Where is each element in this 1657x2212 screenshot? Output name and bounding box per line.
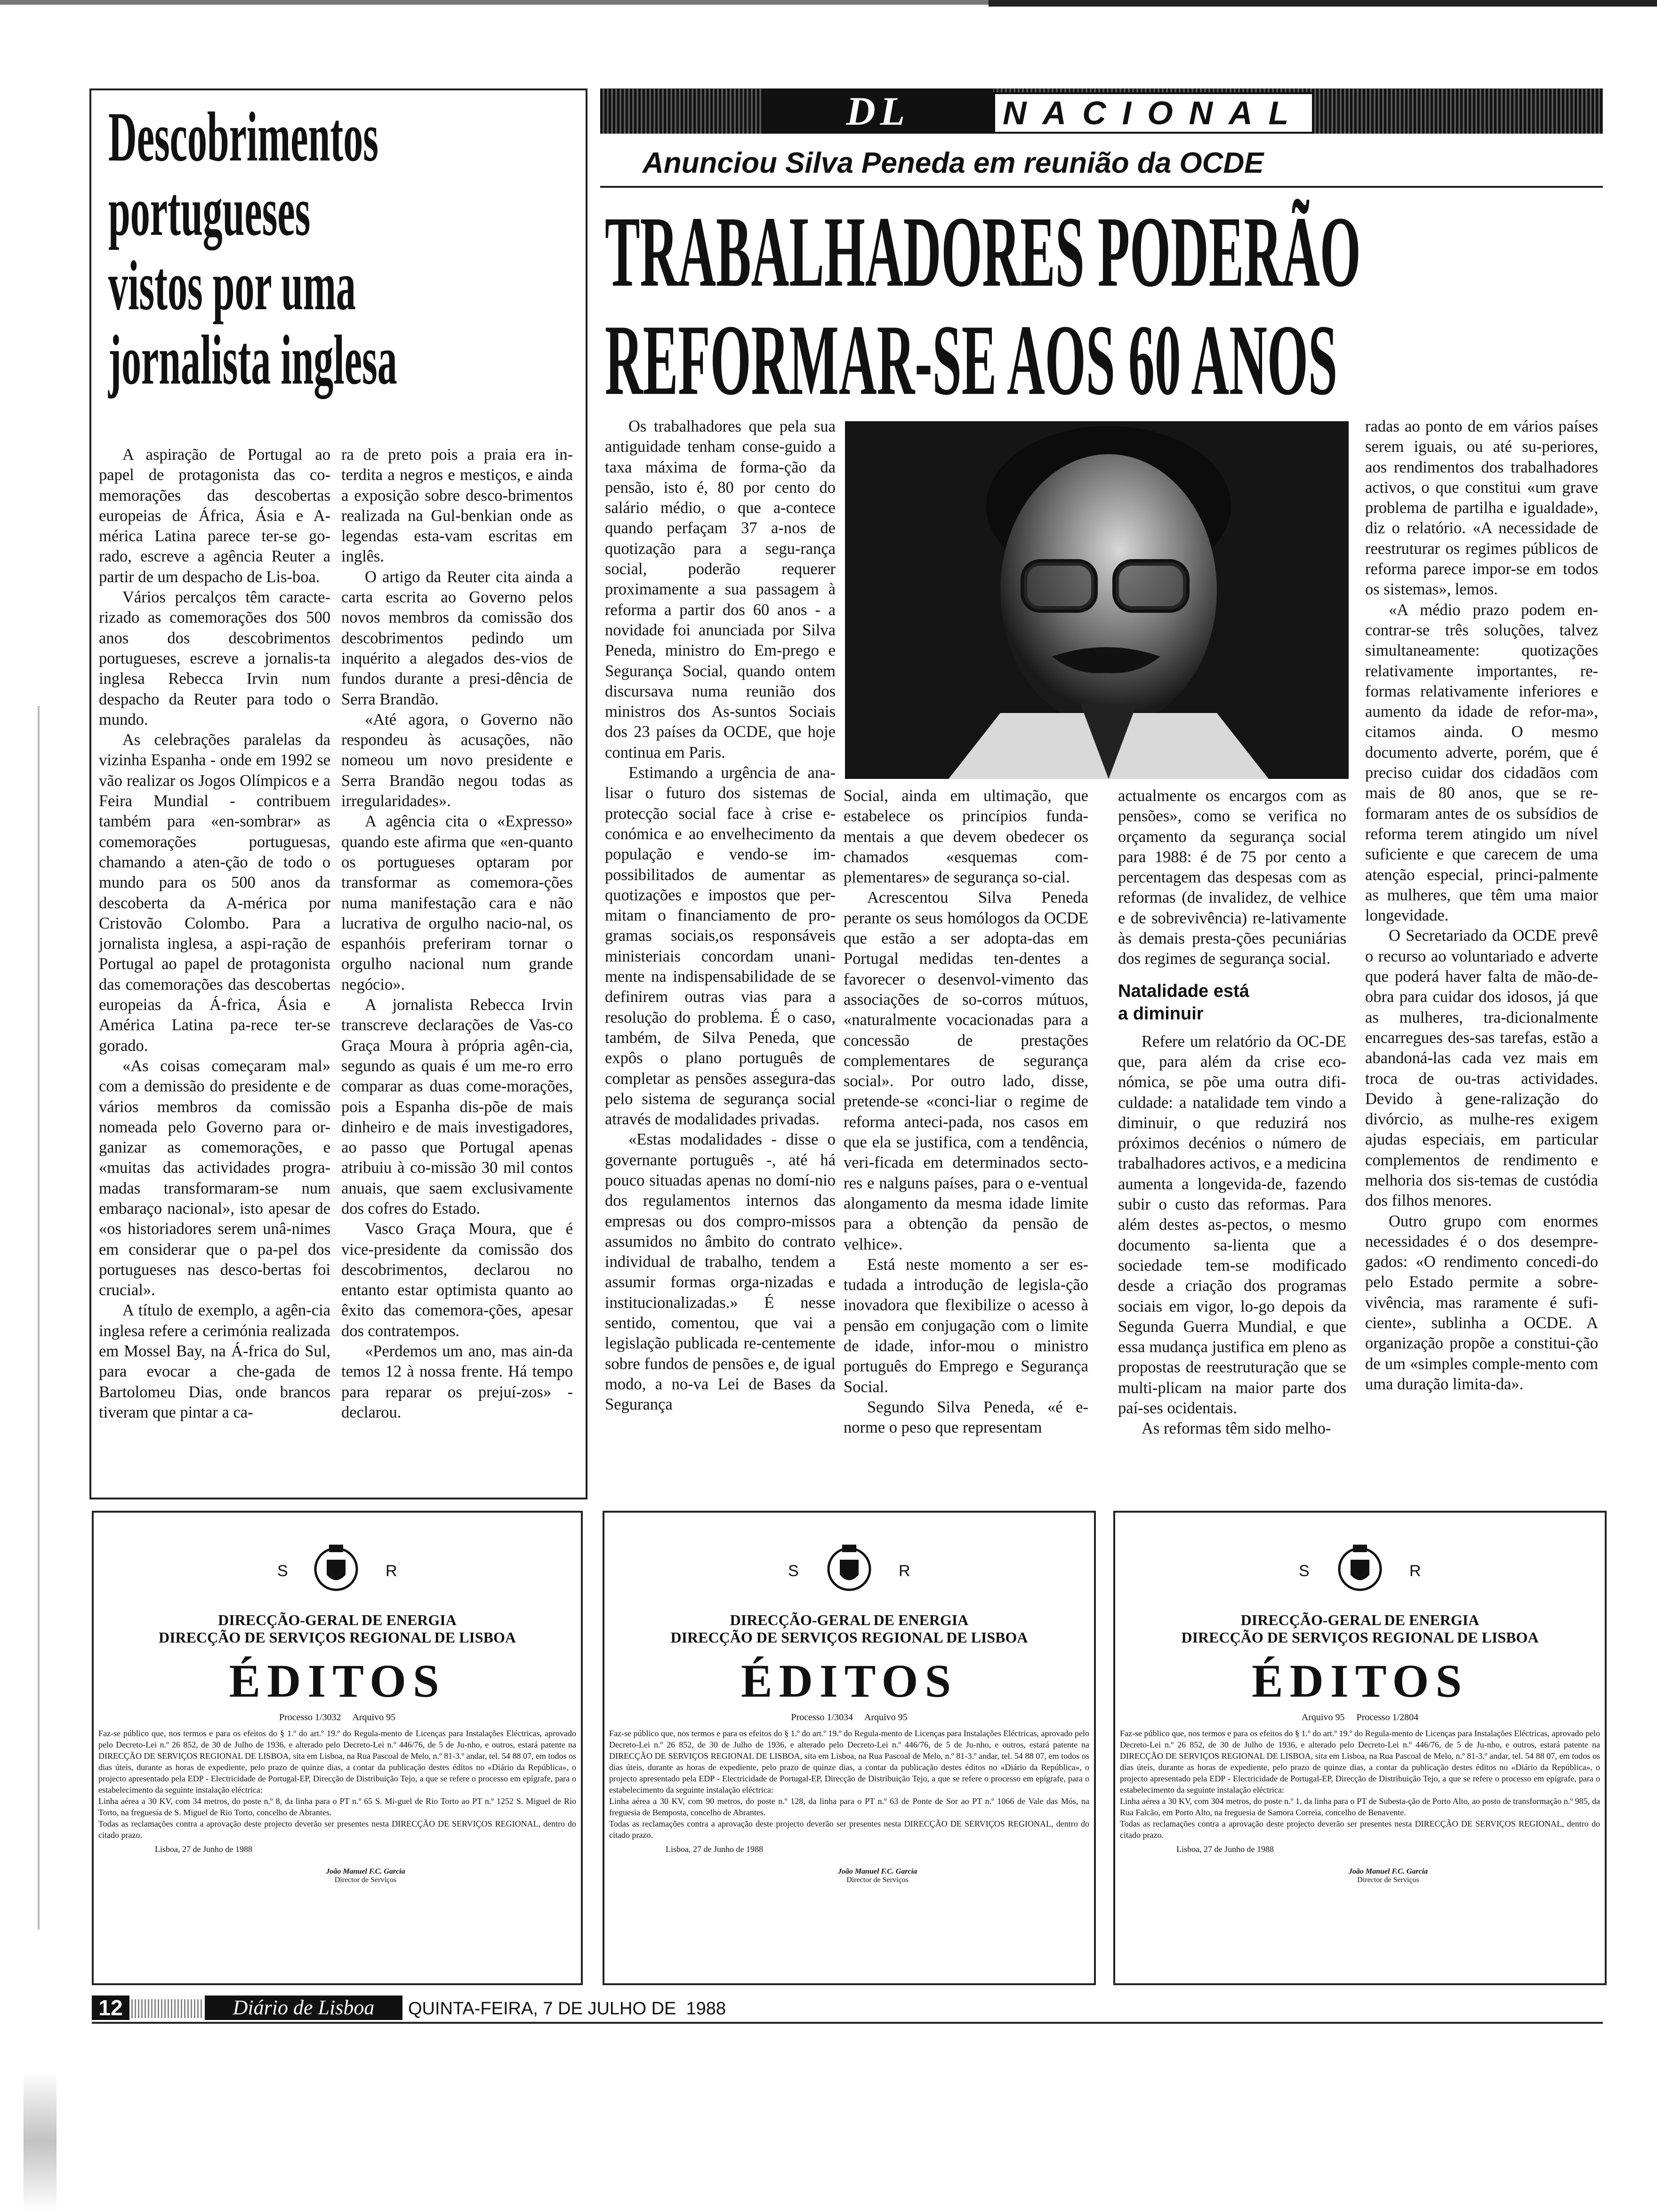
left-article-col1 bbox=[99, 445, 330, 1423]
section-label bbox=[993, 92, 1314, 134]
edital-signer-title: Director de Serviços bbox=[334, 1876, 397, 1884]
main-col3 bbox=[1118, 786, 1346, 1439]
coat-of-arms-row bbox=[94, 1541, 581, 1597]
photo-silva-peneda bbox=[845, 421, 1349, 779]
dl-logo-text: DL bbox=[846, 88, 910, 134]
org-line-1: DIRECÇÃO-GERAL DE ENERGIA bbox=[730, 1611, 969, 1628]
footer-pattern bbox=[131, 1999, 202, 2018]
org-line-1: DIRECÇÃO-GERAL DE ENERGIA bbox=[1240, 1611, 1480, 1628]
edital-date: Lisboa, 27 de Junho de 1988 bbox=[666, 1844, 763, 1854]
subhead: Natalidade está a diminuir bbox=[1118, 981, 1249, 1024]
edital-signer: João Manuel F.C. Garcia bbox=[326, 1867, 405, 1875]
main-headline-line: REFORMAR-SE AOS 60 ANOS bbox=[605, 304, 1338, 416]
left-headline-line: Descobrimentos bbox=[108, 98, 378, 176]
edital-ref: Processo 1/3034 Arquivo 95 bbox=[791, 1712, 908, 1723]
coat-of-arms-row bbox=[1115, 1541, 1605, 1597]
edital-signer-title: Director de Serviços bbox=[1357, 1876, 1419, 1884]
bottom-margin-mark bbox=[24, 2071, 56, 2212]
sr-right: R bbox=[386, 1562, 397, 1580]
footer-date: QUINTA-FEIRA, 7 DE JULHO DE 1988 bbox=[408, 1999, 726, 2019]
paragraph: «Até agora, o Governo não respondeu às acusações, não nomeou um novo presidente e Serra Brandão negou todas as irregularidades». bbox=[341, 710, 573, 810]
org-line-2: DIRECÇÃO DE SERVIÇOS REGIONAL DE LISBOA bbox=[158, 1629, 516, 1646]
edital-signer-title: Director de Serviços bbox=[846, 1876, 909, 1884]
left-headline bbox=[108, 100, 574, 397]
paragraph: O artigo da Reuter cita ainda a carta escrita ao Governo pelos novos membros da comissão dos descobrimentos pedindo um inquérito a alegados des-vios de fundos durante a presi-dência de Serra Brandão. bbox=[341, 568, 573, 708]
top-rule-dark bbox=[989, 0, 1657, 7]
paragraph: Está neste momento a ser es-tudada a introdução de legisla-ção inovadora que flexibilize o acesso à pensão em conjugação com o limite de idade, infor-mou o ministro português do Emprego e Segurança Social. bbox=[844, 1255, 1088, 1396]
paragraph: Outro grupo com enormes necessidades é o dos desempre-gados: «O rendimento concedi-do pelo Estado permite a sobre-vivência, mas raramente é sufi-ciente», sublinha a OCDE. A organização propõe a constitui-ção de um «simples comple-mento com uma duração limita-da». bbox=[1365, 1212, 1598, 1393]
coat-of-arms-icon bbox=[1334, 1541, 1386, 1595]
kicker: Anunciou Silva Peneda em reunião da OCDE bbox=[643, 147, 1264, 179]
paragraph: Vários percalços têm caracte-rizado as comemorações dos 500 anos dos descobrimentos portugueses, escreve a jornalis-ta inglesa Rebecca Irvin num despacho da Reuter para todo o mundo. bbox=[99, 588, 330, 729]
left-headline-line: portugueses bbox=[108, 172, 311, 250]
sr-right: R bbox=[1409, 1562, 1421, 1580]
left-headline-line: jornalista inglesa bbox=[108, 321, 397, 399]
paragraph: O Secretariado da OCDE prevê o recurso ao voluntariado e adverte que poderá haver falta de mão-de-obra para cuidar dos idosos, já que as mulheres, tra-dicionalmente encarregues des-sas tarefas, estão a abandoná-las cada vez mais em troca de ou-tras actividades. Devido à gene-ralização do divórcio, as mulhe-res exigem ajudas especiais, em particular complementos de rendimento e melhoria dos sis-temas de custódia dos filhos menores. bbox=[1365, 927, 1598, 1210]
paragraph: Estimando a urgência de ana-lisar o futuro dos sistemas de protecção social face à crise e-conómica e ao envelhecimento da população e vendo-se im-possibilitados de aumentar as quotizações e impostos que per-mitam o financiamento de pro-gramas sociais,os responsáveis ministeriais concordam unani-mente na indispensabilidade de se definirem outras vias para a resolução do problema. É o caso, também, de Silva Peneda, que expôs o plano português de completar as pensões assegura-das pelo sistema de segurança social através de modalidades privadas. bbox=[605, 764, 836, 1129]
sr-left: S bbox=[1299, 1562, 1310, 1580]
edital-body: Faz-se público que, nos termos e para os efeitos do § 1.º do art.º 19.º do Regula-mento de Licenças para Instalações Eléctricas, aprovado pelo Decreto-Lei n.º 26 852, de 30 de Julho de 1936, e alterado pelo Decreto-Lei n.º 446/76, de 5 de Ju-nho, e outros, estará patente na DIRECÇÃO DE SERVIÇOS REGIONAL DE LISBOA, sita em Lisboa, na Rua Pascoal de Melo, n.º 81-3.º andar, tel. 54 88 07, em todos os dias úteis, durante as horas de expediente, pelo prazo de quinze dias, a contar da publicação destes éditos no «Diário da República», o projecto apresentado pela EDP - Electricidade de Portugal-EP, Direcção de Distribuição Tejo, a que se refere o processo em epígrafe, para o estabelecimento da seguinte instalação eléctrica: Linha aérea a 30 KV, com 304 metros, do poste n.º 1, da linha para o PT de Subesta-ção de Porto Alto, ao posto de transformação n.º 985, da Rua Falcão, em Porto Alto, na freguesia de Samora Correia, concelho de Benavente. Todas as reclamações contra a aprovação deste projecto deverão ser presentes nesta DIRECÇÃO DE SERVIÇOS REGIONAL, dentro do citado prazo. bbox=[1120, 1729, 1600, 1840]
paragraph: As reformas têm sido melho- bbox=[1142, 1419, 1331, 1438]
paragraph: Acrescentou Silva Peneda perante os seus homólogos da OCDE que estão a ser adopta-das em Portugal medidas ten-dentes a favorecer o desenvol-vimento das associações de so-corros mútuos, «naturalmente vocacionadas para a concessão de prestações complementares de segurança social». Por outro lado, disse, pretende-se «conci-liar o regime de reforma anteci-pada, nos casos em que ela se justifica, com a tendência, veri-ficada em determinados secto-res e nalguns países, para o e-ventual alongamento da mesma idade limite para a obtenção da pensão de velhice». bbox=[844, 889, 1088, 1253]
edital-ref: Processo 1/3032 Arquivo 95 bbox=[279, 1712, 396, 1723]
sr-left: S bbox=[788, 1562, 799, 1580]
left-headline-line: vistos por uma bbox=[108, 247, 356, 325]
edital-date: Lisboa, 27 de Junho de 1988 bbox=[155, 1844, 252, 1854]
edital-signer: João Manuel F.C. Garcia bbox=[1348, 1867, 1428, 1875]
coat-of-arms-icon bbox=[823, 1541, 875, 1595]
edital-ad bbox=[603, 1511, 1096, 1985]
paragraph: radas ao ponto de em vários países serem iguais, ou até su-periores, aos rendimentos dos trabalhadores activos, o que constitui «um grave problema de partilha e igualdade», diz o relatório. «A necessidade de reestruturar os regimes públicos de reforma parece impor-se em todos os sistemas», lemos. bbox=[1365, 417, 1598, 599]
edital-date: Lisboa, 27 de Junho de 1988 bbox=[1176, 1844, 1274, 1854]
main-col4 bbox=[1365, 417, 1598, 1395]
dl-logo bbox=[763, 88, 993, 134]
coat-of-arms-row bbox=[604, 1541, 1094, 1597]
paragraph: A agência cita o «Expresso» quando este afirma que «en-quanto os portugueses optaram por transformar as comemora-ções numa manifestação cara e não lucrativa de orgulho nacio-nal, os espanhóis preferiram tornar o orgulho nacional num grande negócio». bbox=[341, 812, 573, 994]
section-label-text: NACIONAL bbox=[1003, 95, 1305, 131]
paragraph: ra de preto pois a praia era in-terdita a negros e mestiços, e ainda a exposição sobre desco-brimentos realizada na Gul-benkian onde as legendas esta-vam escritas em inglês. bbox=[341, 446, 573, 566]
paragraph: A jornalista Rebecca Irvin transcreve declarações de Vas-co Graça Moura à própria agên-cia, segundo as quais é um me-ro erro comparar as duas come-morações, pois a Espanha dis-põe de mais dinheiro e de mais investigadores, ao passo que Portugal apenas atribuiu à co-missão 30 mil contos anuais, que saem exclusivamente dos cofres do Estado. bbox=[341, 996, 573, 1218]
sr-right: R bbox=[899, 1562, 910, 1580]
main-headline-line: TRABALHADORES PODERÃO bbox=[605, 195, 1361, 308]
paragraph: actualmente os encargos com as pensões», como se verifica no orçamento da segurança social para 1988: é de 75 por cento a percentagem das despesas com as reformas (de invalidez, de velhice e de sobrevivência) re-lativamente às demais presta-ções pecuniárias dos regimes de segurança social. bbox=[1118, 787, 1346, 968]
paragraph: Refere um relatório da OC-DE que, para além da crise eco-nómica, se põe uma outra difi-culdade: a natalidade tem vindo a diminuir, o que reduzirá nos próximos decénios o número de trabalhadores activos, e a medicina aumenta a longevida-de, fazendo subir o custo das reformas. Para além destes as-pectos, o mesmo documento sa-lienta que a sociedade tem-se modificado desde a criação dos programas sociais em vigor, lo-go depois da Segunda Guerra Mundial, e que essa mudança justifica em pleno as propostas de reestruturação que se multi-plicam na maior parte dos paí-ses ocidentais. bbox=[1118, 1032, 1346, 1418]
paragraph: As celebrações paralelas da vizinha Espanha - onde em 1992 se vão realizar os Jogos Olímpicos e a Feira Mundial - contribuem também para «en-sombrar» as comemorações portuguesas, chamando a aten-ção de todo o mundo para os 500 anos da descoberta da A-mérica por Cristovão Colombo. Para a jornalista inglesa, a aspi-ração de Portugal ao papel de protagonista das comemorações das descobertas europeias da Á-frica, Ásia e América Latina pa-rece ter-se gorado. bbox=[99, 731, 330, 1055]
footer-bar bbox=[92, 1995, 1603, 2024]
paragraph: Os trabalhadores que pela sua antiguidade tenham conse-guido a taxa máxima de forma-ção da pensão, isto é, 80 por cento do salário médio, o que a-contece quando perfaçam 37 a-nos de quotização para a segu-rança social, poderão requerer proximamente a sua passagem à reforma a partir dos 60 anos - a novidade foi anunciada por Silva Peneda, ministro do Em-prego e Segurança Social, quando ontem discursava numa reunião dos ministros dos As-suntos Sociais dos 23 países da OCDE, que hoje continua em Paris. bbox=[605, 417, 836, 761]
paper-name: Diário de Lisboa bbox=[205, 1996, 402, 2020]
main-col1 bbox=[605, 417, 836, 1415]
paragraph: A título de exemplo, a agên-cia inglesa refere a cerimónia realizada em Mossel Bay, na Á-frica do Sul, para evocar a che-gada de Bartolomeu Dias, onde brancos tiveram que pintar a ca- bbox=[99, 1301, 330, 1421]
main-headline bbox=[605, 195, 1593, 416]
coat-of-arms-icon bbox=[310, 1541, 362, 1595]
edital-ad bbox=[1113, 1511, 1607, 1985]
page-number: 12 bbox=[92, 1996, 129, 2020]
org-line-1: DIRECÇÃO-GERAL DE ENERGIA bbox=[218, 1611, 457, 1628]
paragraph: «As coisas começaram mal» com a demissão do presidente e de vários membros da comissão nomeada pelo Governo para or-ganizar as comemorações, e «muitas das actividades progra-madas transformaram-se num embaraço nacional», isto apesar de «os historiadores serem unâ-nimes em considerar que o pa-pel dos portugueses nas desco-bertas foi crucial». bbox=[99, 1057, 330, 1299]
margin-mark bbox=[38, 706, 40, 1930]
edital-body: Faz-se público que, nos termos e para os efeitos do § 1.º do art.º 19.º do Regula-mento de Licenças para Instalações Eléctricas, aprovado pelo Decreto-Lei n.º 26 852, de 30 de Julho de 1936, e alterado pelo Decreto-Lei n.º 446/76, de 5 de Ju-nho, e outros, estará patente na DIRECÇÃO DE SERVIÇOS REGIONAL DE LISBOA, sita em Lisboa, na Rua Pascoal de Melo, n.º 81-3.º andar, tel. 54 88 07, em todos os dias úteis, durante as horas de expediente, pelo prazo de quinze dias, a contar da publicação destes éditos no «Diário da República», o projecto apresentado pela EDP - Electricidade de Portugal-EP, Direcção de Distribuição Tejo, a que se refere o processo em epígrafe, para o estabelecimento da seguinte instalação eléctrica: Linha aérea a 30 KV, com 90 metros, do poste n.º 128, da linha para o PT n.º 63 de Ponte de Sor ao PT n.º 1066 de Vale das Mós, na freguesia de Bemposta, concelho de Abrantes. Todas as reclamações contra a aprovação deste projecto deverão ser presentes nesta DIRECÇÃO DE SERVIÇOS REGIONAL, dentro do citado prazo. bbox=[609, 1729, 1089, 1840]
paragraph: Segundo Silva Peneda, «é e-norme o peso que representam bbox=[844, 1398, 1088, 1437]
edital-body: Faz-se público que, nos termos e para os efeitos do § 1.º do art.º 19.º do Regula-mento de Licenças para Instalações Eléctricas, aprovado pelo Decreto-Lei n.º 26 852, de 30 de Julho de 1936, e alterado pelo Decreto-Lei n.º 446/76, de 5 de Ju-nho, e outros, estará patente na DIRECÇÃO DE SERVIÇOS REGIONAL DE LISBOA, sita em Lisboa, na Rua Pascoal de Melo, n.º 81-3.º andar, tel. 54 88 07, em todos os dias úteis, durante as horas de expediente, pelo prazo de quinze dias, a contar da publicação destes éditos no «Diário da República», o projecto apresentado pela EDP - Electricidade de Portugal-EP, Direcção de Distribuição Tejo, a que se refere o processo em epígrafe, para o estabelecimento da seguinte instalação eléctrica: Linha aérea a 30 KV, com 34 metros, do poste n.º 8, da linha para o PT n.º 65 S. Mi-guel de Rio Torto ao PT n.º 1252 S. Miguel de Rio Torto, na freguesia de S. Miguel de Rio Torto, concelho de Abrantes. Todas as reclamações contra a aprovação deste projecto deverão ser presentes nesta DIRECÇÃO DE SERVIÇOS REGIONAL, dentro do citado prazo. bbox=[98, 1729, 576, 1840]
paragraph: Social, ainda em ultimação, que estabelece os princípios funda-mentais a que devem obedecer os chamados «esquemas com-plementares» de segurança so-cial. bbox=[844, 787, 1088, 887]
paragraph: «Perdemos um ano, mas ain-da temos 12 à nossa frente. Há tempo para reparar os prejuí-zos» - declarou. bbox=[341, 1342, 573, 1421]
edital-ref: Arquivo 95 Processo 1/2804 bbox=[1301, 1712, 1419, 1723]
editos-title: ÉDITOS bbox=[1251, 1655, 1469, 1707]
org-line-2: DIRECÇÃO DE SERVIÇOS REGIONAL DE LISBOA bbox=[1181, 1629, 1539, 1646]
editos-title: ÉDITOS bbox=[740, 1655, 958, 1707]
paragraph: «A médio prazo podem en-contrar-se três soluções, talvez simultaneamente: quotizações relativamente importantes, re-formas relativamente inferiores e aumento da idade de refor-ma», citamos ainda. O mesmo documento adverte, porém, que é preciso cuidar dos cidadãos com mais de 80 anos, que se re-formaram antes de os subsídios de reforma terem atingido um nível suficiente e que carecem de uma atenção especial, princi-palmente as mulheres, que têm uma maior longevidade. bbox=[1365, 601, 1598, 925]
paragraph: «Estas modalidades - disse o governante português -, até há pouco situadas apenas no domí-nio dos regulamentos internos das empresas ou dos compro-missos assumidos no âmbito do contrato individual de trabalho, tendem a assumir formas orga-nizadas e institucionalizadas.» É nesse sentido, comentou, que vai a legislação publicada re-centemente sobre fundos de pensões e, de igual modo, a no-va Lei de Bases da Segurança bbox=[605, 1130, 836, 1414]
left-article-col2 bbox=[341, 445, 573, 1423]
paragraph: Vasco Graça Moura, que é vice-presidente da comissão dos descobrimentos, declarou no entanto estar optimista quanto ao êxito das comemora-ções, apesar dos contratempos. bbox=[341, 1220, 573, 1340]
main-col2 bbox=[844, 786, 1088, 1438]
editos-title: ÉDITOS bbox=[229, 1655, 446, 1707]
sr-left: S bbox=[277, 1562, 288, 1580]
org-line-2: DIRECÇÃO DE SERVIÇOS REGIONAL DE LISBOA bbox=[670, 1629, 1028, 1646]
paragraph: A aspiração de Portugal ao papel de protagonista das co-memorações das descobertas europeias de África, Ásia e A-mérica Latina parece ter-se go-rado, escreve a agência Reuter a partir de um despacho de Lis-boa. bbox=[99, 446, 330, 586]
portrait-image bbox=[845, 421, 1349, 779]
kicker-rule bbox=[600, 186, 1603, 188]
edital-ad bbox=[92, 1511, 583, 1985]
edital-signer: João Manuel F.C. Garcia bbox=[837, 1867, 917, 1875]
